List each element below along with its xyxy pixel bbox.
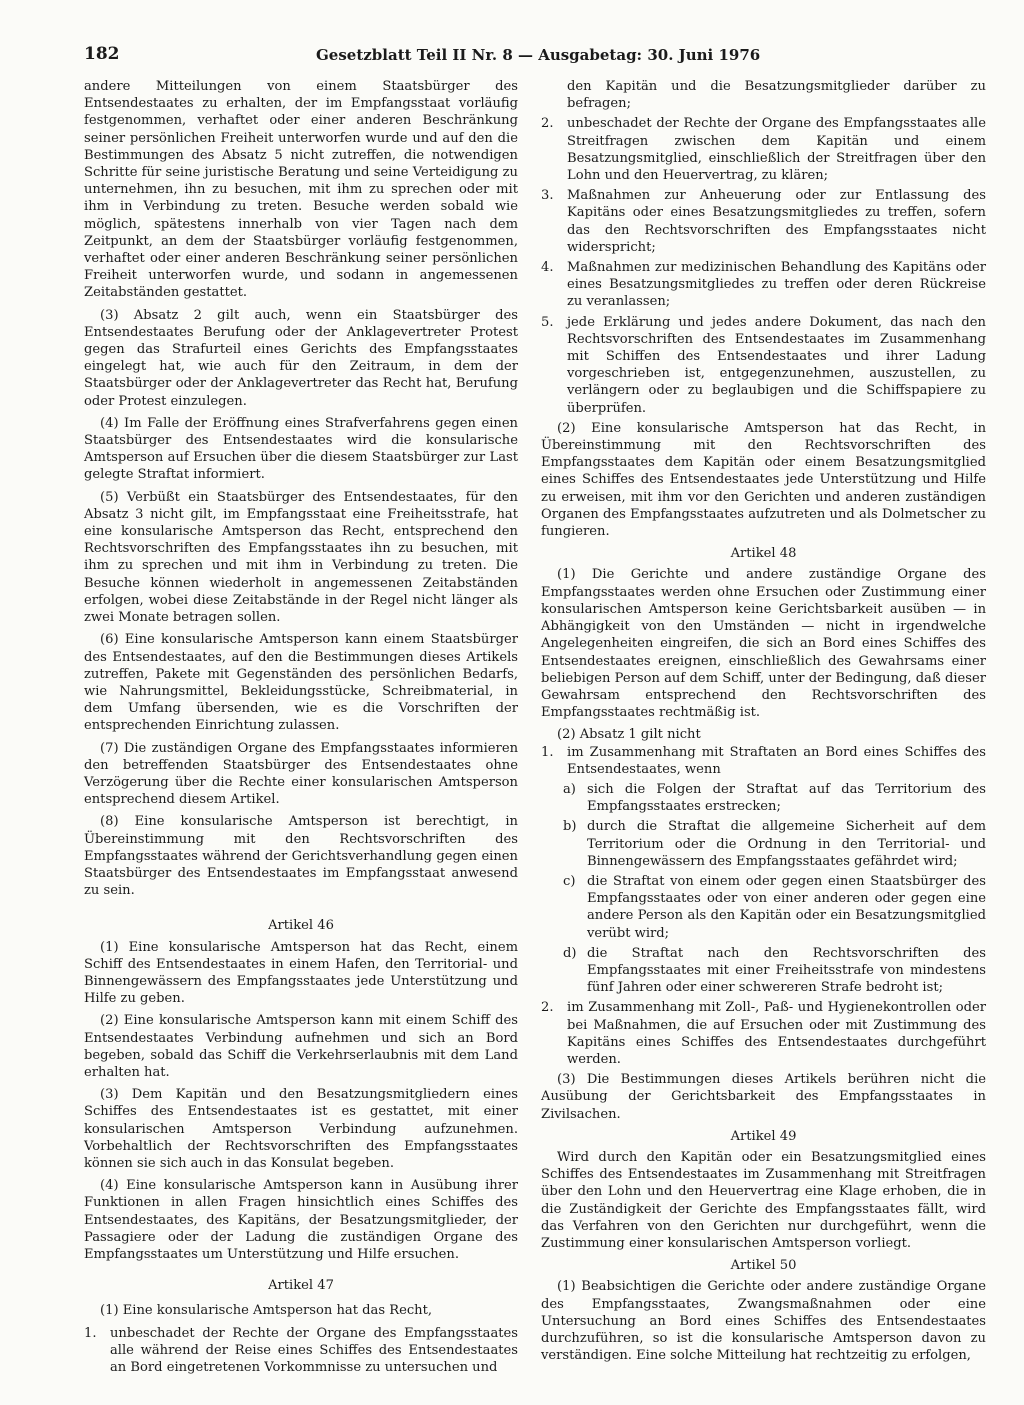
list-item-number: 2. (541, 1000, 554, 1016)
list-item-text: Maßnahmen zur Anheuerung oder zur Entlassung des Kapitäns oder eines Besatzungsmitgliedes zu treffen, sofern das den Rechtsvorschriften des Empfangsstaates nicht widerspricht; (567, 188, 986, 255)
article-49-heading: Artikel 49 (730, 1128, 797, 1144)
paragraph-7: (7) Die zuständigen Organe des Empfangsstaates informieren den betreffenden Staatsbürger des Entsendestaates ohne Verzögerung über die Rechte einer konsularischen Amtsperson entsprechend diesem Artikel. (84, 740, 518, 808)
article-50-paragraph-1: (1) Beabsichtigen die Gerichte oder andere zuständige Organe des Empfangsstaates, Zwangsmaßnahmen oder eine Untersuchung an Bord eines Schiffes des Entsendestaates durchzuführen, so ist die konsularische Amtsperson davon zu verständigen. Eine solche Mitteilung hat rechtzeitig zu erfolgen, (541, 1279, 986, 1364)
sub-list-item-text: die Straftat von einem oder gegen einen Staatsbürger des Empfangsstaates oder von einer anderen oder gegen eine andere Person als den Kapitän oder ein Besatzungsmitglied verübt wird; (587, 873, 986, 941)
list-item-number: 1. (541, 744, 554, 760)
article-50-heading: Artikel 50 (730, 1258, 797, 1274)
paragraph-4: (4) Im Falle der Eröffnung eines Strafverfahrens gegen einen Staatsbürger des Entsendestaates wird die konsularische Amtsperson auf Ersuchen über die diesem Staatsbürger zur Last gelegte Straftat informiert. (84, 415, 518, 483)
article-48-paragraph-2: (2) Absatz 1 gilt nicht (557, 727, 701, 743)
article-47-paragraph-1: (1) Eine konsularische Amtsperson hat das Recht, (100, 1303, 433, 1319)
sub-list-item (541, 781, 986, 815)
list-item (541, 314, 986, 417)
list-item-continued (541, 78, 986, 112)
article-47-heading: Artikel 47 (268, 1278, 334, 1294)
paragraph-8: (8) Eine konsularische Amtsperson ist berechtigt, in Übereinstimmung mit den Rechtsvorschriften des Empfangsstaates während der Gerichtsverhandlung gegen einen Staatsbürger des Entsendestaates im Empfangsstaat anwesend zu sein. (84, 814, 518, 899)
sub-list-item-text: die Straftat nach den Rechtsvorschriften des Empfangsstaates mit einer Freiheitsstrafe von mindestens fünf Jahren oder einer schwereren Strafe bedroht ist; (587, 945, 986, 996)
sub-list-item (541, 818, 986, 870)
article-46-heading: Artikel 46 (268, 918, 334, 934)
list-item-text: jede Erklärung und jedes andere Dokument, das nach den Rechtsvorschriften des Entsendestaates im Zusammenhang mit Schiffen des Entsendestaates und ihrer Ladung vorgeschrieben ist, entgegenzunehmen, auszustellen, zu verlängern oder zu beglaubigen und die Schiffspapiere zu überprüfen. (567, 314, 986, 416)
list-item (541, 744, 986, 778)
list-item-number: 3. (541, 188, 554, 204)
article-46-paragraph-3: (3) Dem Kapitän und den Besatzungsmitgliedern eines Schiffes des Entsendestaates ist es gestattet, mit einer konsularischen Amtsperson Verbindung aufzunehmen. Vorbehaltlich der Rechtsvorschriften des Empfangsstaates können sie sich auch in das Konsulat begeben. (84, 1087, 518, 1171)
list-item-text: unbeschadet der Rechte der Organe des Empfangsstaates alle während der Reise eines Schiffes des Entsendestaates an Bord eingetretenen Vorkommnisse zu untersuchen und (110, 1325, 518, 1376)
page-header (84, 44, 954, 66)
page-number: 182 (84, 44, 120, 64)
article-48-paragraph-1: (1) Die Gerichte und andere zuständige Organe des Empfangsstaates werden ohne Ersuchen oder Zustimmung einer konsularischen Amtsperson keine Gerichtsbarkeit ausüben — in Abhängigkeit von den Umständen — nicht in irgendwelche Angelegenheiten eingreifen, die sich an Bord eines Schiffes des Entsendestaates ereignen, einschließlich des Gewahrsams einer beliebigen Person auf dem Schiff, unter der Bedingung, daß dieser Gewahrsam entsprechend den Rechtsvorschriften des Empfangsstaates rechtmäßig ist. (541, 567, 986, 721)
list-item-text: unbeschadet der Rechte der Organe des Empfangsstaates alle Streitfragen zwischen dem Kapitän und einem Besatzungsmitglied, einschließlich der Streitfragen über den Lohn und den Heuervertrag, zu klären; (567, 116, 986, 184)
running-head: Gesetzblatt Teil II Nr. 8 — Ausgabetag: 30. Juni 1976 (316, 46, 761, 64)
sub-list-item-letter: a) (563, 781, 576, 797)
list-item-number: 1. (84, 1325, 97, 1341)
list-item-text: im Zusammenhang mit Straftaten an Bord eines Schiffes des Entsendestaates, wenn (567, 744, 986, 777)
right-column (541, 78, 986, 1369)
list-item-number: 5. (541, 314, 554, 330)
list-item-text: Maßnahmen zur medizinischen Behandlung des Kapitäns oder eines Besatzungsmitgliedes zu treffen oder deren Rückreise zu veranlassen; (567, 260, 986, 310)
paragraph-3: (3) Absatz 2 gilt auch, wenn ein Staatsbürger des Entsendestaates Berufung oder der Anklagevertreter Protest gegen das Strafurteil eines Gerichts des Empfangsstaates eingelegt hat, wie auch für den Zeitraum, in dem der Staatsbürger oder der Anklagevertreter das Recht hat, Berufung oder Protest einzulegen. (84, 307, 518, 409)
left-column (84, 78, 518, 1379)
article-48-paragraph-3: (3) Die Bestimmungen dieses Artikels berühren nicht die Ausübung der Gerichtsbarkeit des Empfangsstaates in Zivilsachen. (541, 1072, 986, 1122)
sub-list-item-letter: d) (563, 945, 577, 961)
paragraph-6: (6) Eine konsularische Amtsperson kann einem Staatsbürger des Entsendestaates, auf den die Bestimmungen dieses Artikels zutreffen, Pakete mit Gegenständen des persönlichen Bedarfs, wie Nahrungsmittel, Bekleidungsstücke, Schreibmaterial, in dem Umfang übersenden, wie es die Vorschriften der entsprechenden Einrichtung zulassen. (84, 632, 518, 734)
list-item-number: 2. (541, 116, 554, 132)
sub-list-item (541, 945, 986, 997)
sub-list-item-letter: b) (563, 819, 577, 835)
list-item (84, 1325, 518, 1377)
sub-list-item-letter: c) (563, 873, 576, 889)
list-item-number: 4. (541, 260, 554, 276)
sub-list-item-text: durch die Straftat die allgemeine Sicherheit auf dem Territorium oder die Ordnung in den Territorial- und Binnengewässern des Empfangsstaates gefährdet wird; (587, 819, 986, 869)
article-46-paragraph-4: (4) Eine konsularische Amtsperson kann in Ausübung ihrer Funktionen in allen Fragen hinsichtlich eines Schiffes des Entsendestaates, des Kapitäns, der Besatzungsmitglieder, der Passagiere oder der Ladung die zuständigen Organe des Empfangsstaates um Unterstützung und Hilfe ersuchen. (84, 1178, 518, 1262)
list-item-text: im Zusammenhang mit Zoll-, Paß- und Hygienekontrollen oder bei Maßnahmen, die auf Ersuchen oder mit Zustimmung des Kapitäns eines Schiffes des Entsendestaates durchgeführt werden. (567, 1000, 986, 1067)
paragraph-5: (5) Verbüßt ein Staatsbürger des Entsendestaates, für den Absatz 3 nicht gilt, im Empfangsstaat eine Freiheitsstrafe, hat eine konsularische Amtsperson das Recht, entsprechend den Rechtsvorschriften des Empfangsstaates ihn zu besuchen, mit ihm zu sprechen und mit ihm in Verbindung zu treten. Die Besuche können wiederholt in angemessenen Zeitabständen erfolgen, wobei diese Zeitabstände in der Regel nicht länger als zwei Monate betragen sollen. (84, 489, 518, 626)
article-47-paragraph-2: (2) Eine konsularische Amtsperson hat das Recht, in Übereinstimmung mit den Rechtsvorschriften des Empfangsstaates dem Kapitän oder einem Besatzungsmitglied eines Schiffes des Entsendestaates jede Unterstützung und Hilfe zu erweisen, mit ihm vor den Gerichten und anderen zuständigen Organen des Empfangsstaates aufzutreten und als Dolmetscher zu fungieren. (541, 420, 986, 540)
list-item (541, 999, 986, 1068)
article-46-paragraph-2: (2) Eine konsularische Amtsperson kann mit einem Schiff des Entsendestaates Verbindung aufnehmen und sich an Bord begeben, sobald das Schiff die Verkehrserlaubnis mit dem Land erhalten hat. (84, 1013, 518, 1080)
list-item (541, 259, 986, 311)
paragraph-continued: andere Mitteilungen von einem Staatsbürger des Entsendestaates zu erhalten, der im Empfangsstaat vorläufig festgenommen, verhaftet oder einer anderen Beschränkung seiner persönlichen Freiheit unterworfen wurde und auf den die Bestimmungen des Absatz 5 nicht zutreffen, die notwendigen Schritte für seine juristische Beratung und seine Verteidigung zu unternehmen, ihn zu besuchen, mit ihm zu sprechen oder mit ihm in Verbindung zu treten. Besuche werden sobald wie möglich, spätestens innerhalb von vier Tagen nach dem Zeitpunkt, an dem der Staatsbürger vorläufig festgenommen, verhaftet oder einer anderen Beschränkung seiner persönlichen Freiheit unterworfen wurde, und sodann in angemessenen Zeitabständen gestattet. (84, 79, 518, 301)
article-48-heading: Artikel 48 (730, 546, 797, 562)
article-46-paragraph-1: (1) Eine konsularische Amtsperson hat das Recht, einem Schiff des Entsendestaates in einem Hafen, den Territorial- und Binnengewässern des Empfangsstaates jede Unterstützung und Hilfe zu geben. (84, 939, 518, 1007)
article-49-paragraph: Wird durch den Kapitän oder ein Besatzungsmitglied eines Schiffes des Entsendestaates im Zusammenhang mit Streitfragen über den Lohn und den Heuervertrag eine Klage erhoben, die in die Zuständigkeit der Gerichte des Empfangsstaates fällt, wird das Verfahren von den Gerichten nur durchgeführt, wenn die Zustimmung einer konsularischen Amtsperson vorliegt. (541, 1149, 986, 1251)
list-item (541, 115, 986, 184)
sub-list-item (541, 873, 986, 942)
sub-list-item-text: sich die Folgen der Straftat auf das Territorium des Empfangsstaates erstrecken; (587, 781, 986, 815)
list-item (541, 187, 986, 256)
list-item-text: den Kapitän und die Besatzungsmitglieder darüber zu befragen; (567, 79, 986, 112)
